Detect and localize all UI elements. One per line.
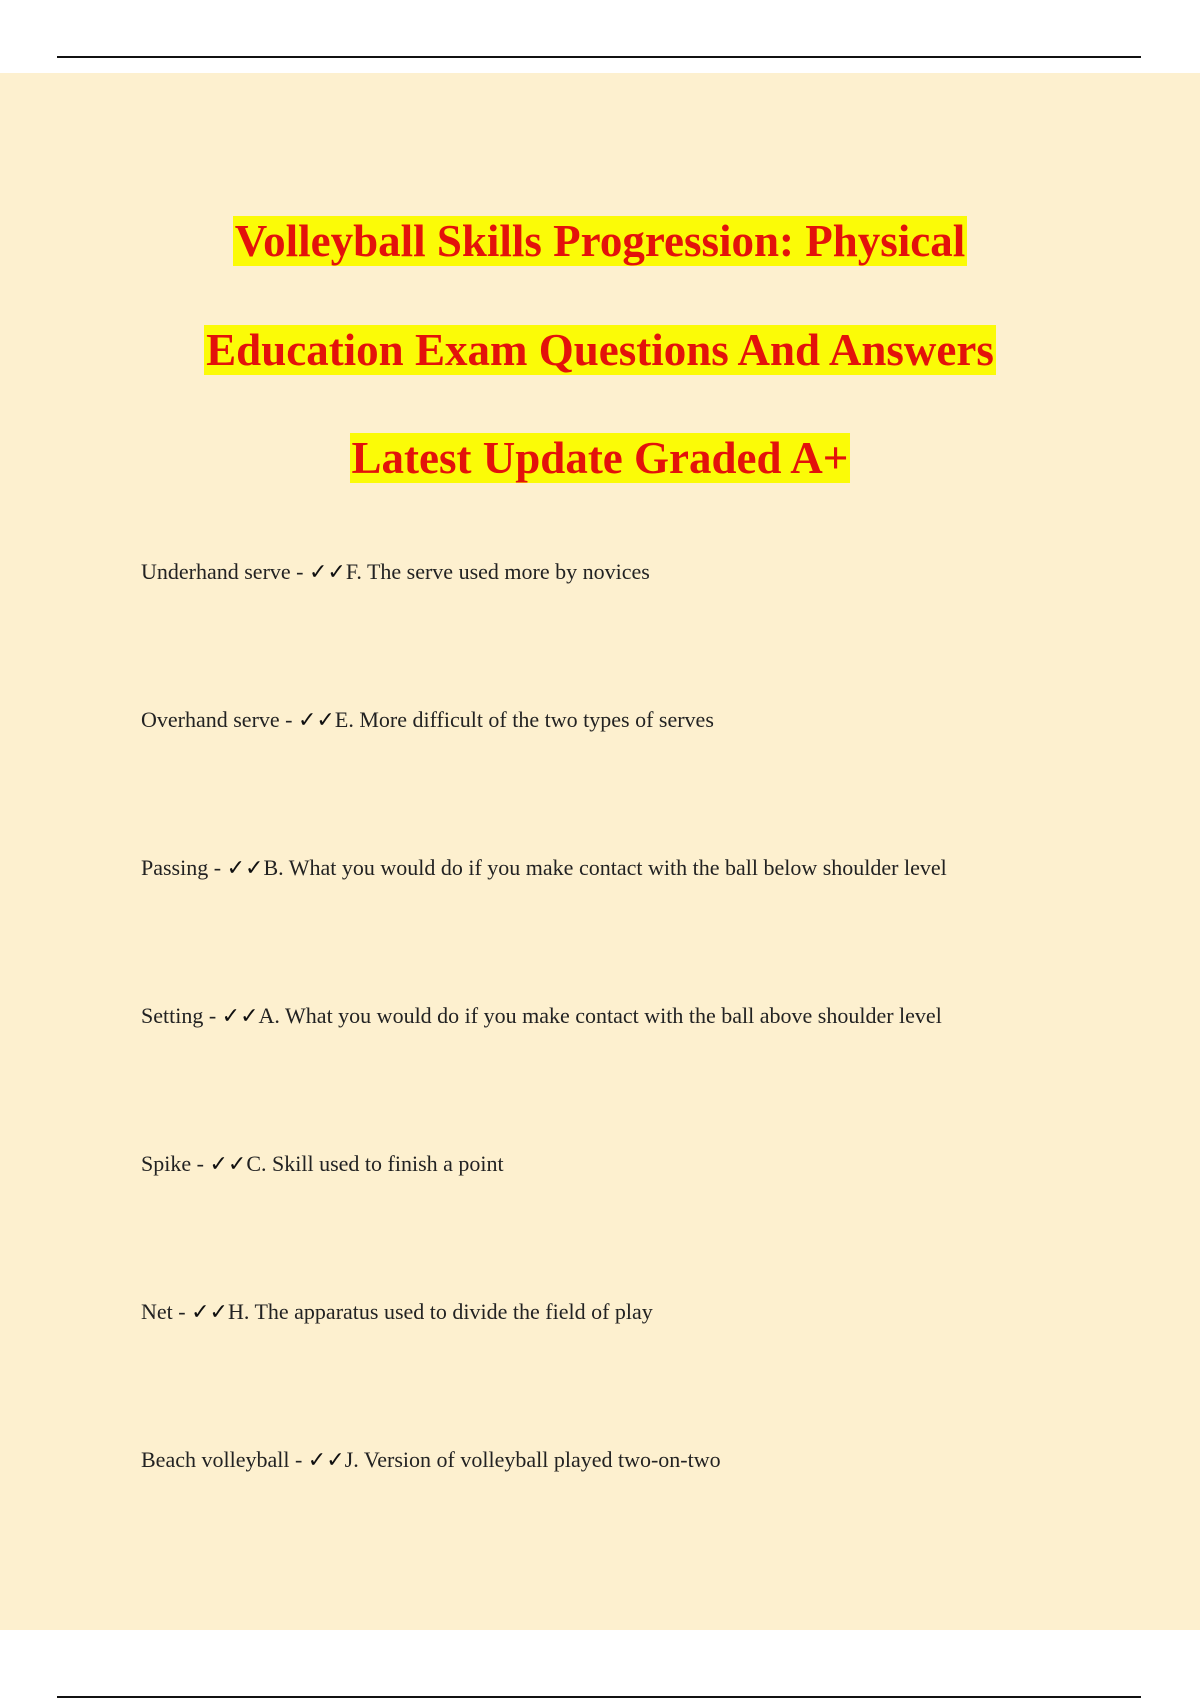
qa-item-passing: Passing - ✓✓B. What you would do if you make contact with the ball below shoulder level — [141, 855, 947, 880]
bottom-rule — [57, 1696, 1141, 1698]
document-page — [0, 73, 1200, 1630]
qa-answer: F. The serve used more by novices — [345, 559, 650, 584]
title-line-2-text: Education Exam Questions And Answers — [206, 325, 994, 375]
double-check-icon: ✓✓ — [309, 559, 346, 584]
qa-item-net: Net - ✓✓H. The apparatus used to divide the field of play — [141, 1299, 653, 1324]
qa-item-spike: Spike - ✓✓C. Skill used to finish a point — [141, 1151, 504, 1176]
qa-item-beach-volleyball: Beach volleyball - ✓✓J. Version of volleyball played two-on-two — [141, 1447, 721, 1472]
qa-item-underhand-serve: Underhand serve - ✓✓F. The serve used more by novices — [141, 559, 650, 584]
qa-answer: C. Skill used to finish a point — [246, 1151, 504, 1176]
double-check-icon: ✓✓ — [226, 855, 264, 880]
qa-answer: J. Version of volleyball played two-on-two — [344, 1447, 721, 1472]
qa-term: Net — [141, 1299, 173, 1324]
title-line-3 — [0, 430, 1200, 486]
qa-term: Overhand serve — [141, 707, 280, 732]
title-line-1-text: Volleyball Skills Progression: Physical — [234, 216, 966, 266]
double-check-icon: ✓✓ — [298, 707, 335, 732]
qa-term: Setting — [141, 1003, 204, 1028]
qa-term: Passing — [141, 855, 209, 880]
double-check-icon: ✓✓ — [221, 1003, 259, 1028]
qa-answer: H. The apparatus used to divide the field of play — [227, 1299, 653, 1324]
qa-term: Beach volleyball — [141, 1447, 290, 1472]
double-check-icon: ✓✓ — [191, 1299, 228, 1324]
double-check-icon: ✓✓ — [209, 1151, 247, 1176]
qa-answer: A. What you would do if you make contact with the ball above shoulder level — [258, 1003, 942, 1028]
qa-item-overhand-serve: Overhand serve - ✓✓E. More difficult of the two types of serves — [141, 707, 714, 732]
qa-answer: B. What you would do if you make contact with the ball below shoulder level — [263, 855, 947, 880]
qa-term: Spike — [141, 1151, 192, 1176]
title-line-2 — [0, 322, 1200, 378]
top-rule — [57, 56, 1141, 58]
qa-answer: E. More difficult of the two types of serves — [334, 707, 714, 732]
qa-item-setting: Setting - ✓✓A. What you would do if you make contact with the ball above shoulder level — [141, 1003, 942, 1028]
qa-term: Underhand serve — [141, 559, 291, 584]
title-line-1 — [0, 213, 1200, 269]
double-check-icon: ✓✓ — [307, 1447, 345, 1472]
title-line-3-text: Latest Update Graded A+ — [351, 433, 849, 483]
